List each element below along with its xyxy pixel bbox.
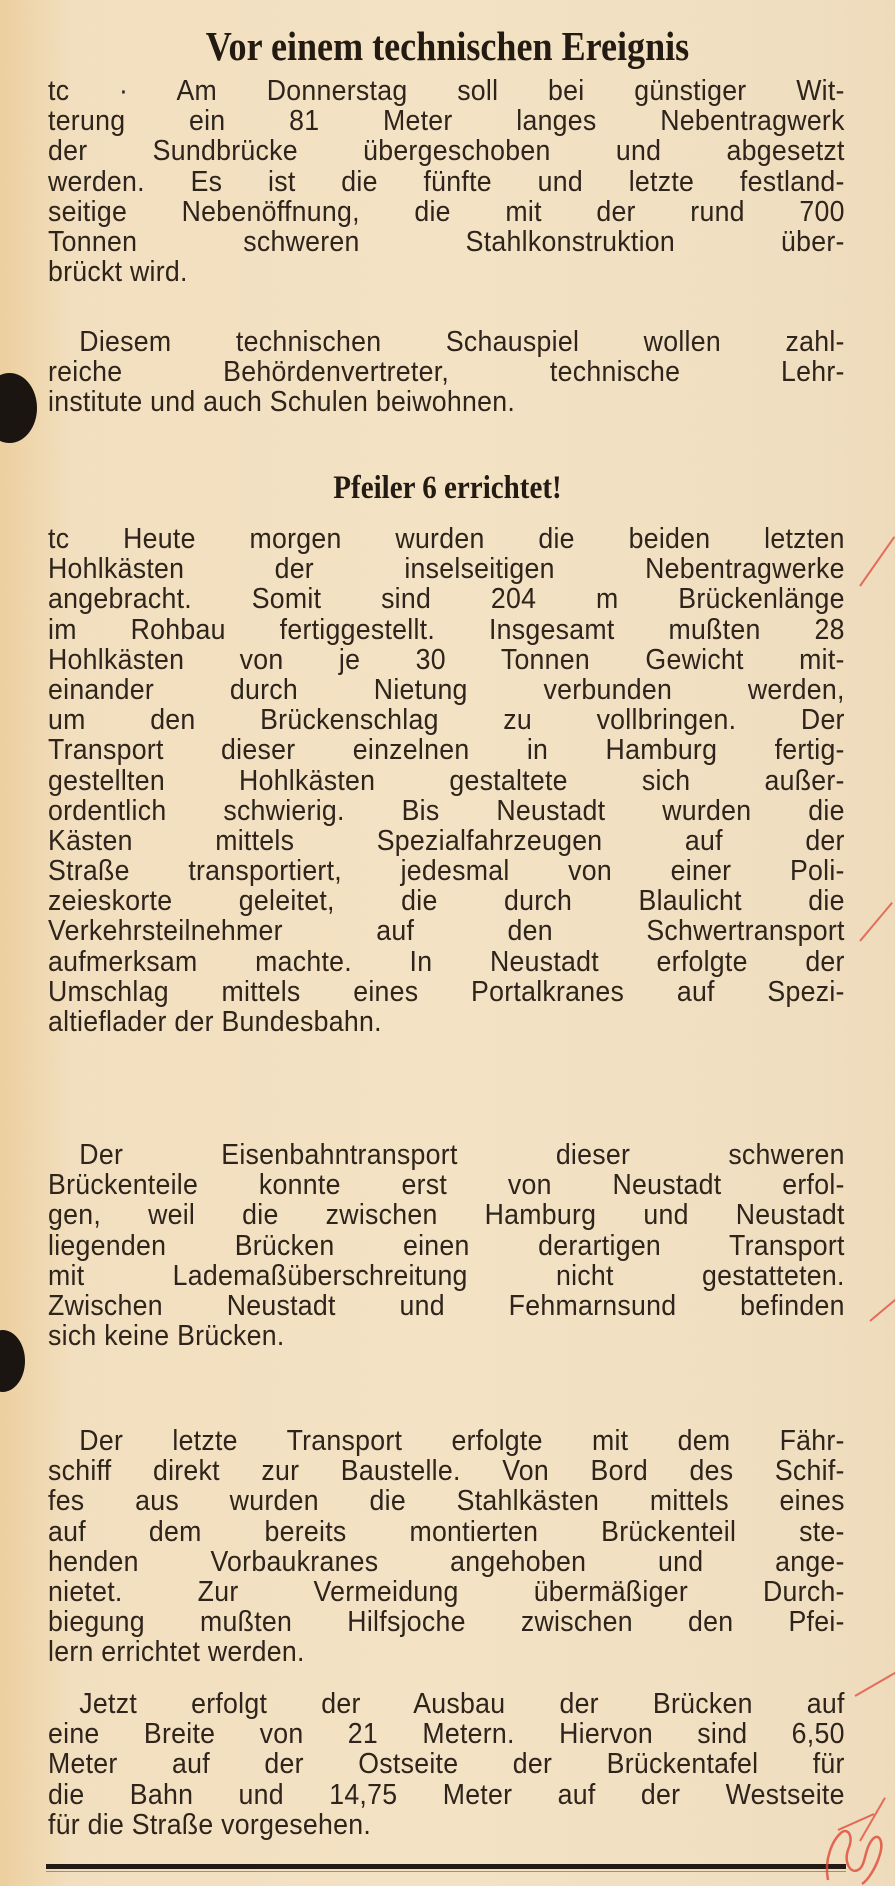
red-pen-mark (859, 902, 893, 942)
text-line: biegung mußten Hilfsjoche zwischen den Pfei- (48, 1606, 845, 1639)
text-line: Der Eisenbahntransport dieser schweren (79, 1139, 845, 1171)
red-pen-mark (869, 1295, 895, 1322)
text-line: Verkehrsteilnehmer auf den Schwertransport (48, 915, 845, 948)
text-line: mit Lademaßüberschreitung nicht gestatteten. (48, 1259, 845, 1292)
punch-hole (0, 1330, 25, 1392)
text-line: brückt wird. (48, 256, 188, 289)
article-2-paragraph-4 (48, 1689, 845, 1840)
text-line: tc Heute morgen wurden die beiden letzten (48, 523, 845, 555)
text-line: Hohlkästen von je 30 Tonnen Gewicht mit- (48, 643, 845, 676)
text-line: schiff direkt zur Baustelle. Von Bord des Schif- (48, 1455, 845, 1488)
article-1-paragraph-1 (48, 76, 845, 287)
text-line: gen, weil die zwischen Hamburg und Neustadt (48, 1199, 845, 1232)
text-line: Umschlag mittels eines Portalkranes auf Spezi- (48, 975, 845, 1008)
end-rule (46, 1864, 846, 1869)
text-line: werden. Es ist die fünfte und letzte festland- (48, 165, 845, 198)
text-line: reiche Behördenvertreter, technische Lehr- (48, 356, 845, 389)
text-line: Zwischen Neustadt und Fehmarnsund befinden (48, 1289, 845, 1322)
text-line: nietet. Zur Vermeidung übermäßiger Durch- (48, 1575, 845, 1608)
text-line: henden Vorbaukranes angehoben und ange- (48, 1545, 845, 1578)
text-line: der Sundbrücke übergeschoben und abgesetzt (48, 135, 845, 168)
text-line: gestellten Hohlkästen gestaltete sich außer- (48, 764, 845, 797)
end-rule-shadow (46, 1871, 846, 1872)
text-line: Der letzte Transport erfolgte mit dem Fähr- (79, 1425, 845, 1457)
text-line: terung ein 81 Meter langes Nebentragwerk (48, 105, 845, 138)
text-line: sich keine Brücken. (48, 1320, 285, 1353)
article-2-paragraph-3 (48, 1426, 845, 1668)
text-line: seitige Nebenöffnung, die mit der rund 700 (48, 195, 845, 228)
text-line: angebracht. Somit sind 204 m Brückenlänge (48, 583, 845, 616)
text-line: Brückenteile konnte erst von Neustadt erfol- (48, 1169, 845, 1202)
text-line: eine Breite von 21 Metern. Hiervon sind 6,50 (48, 1718, 845, 1751)
article-2-paragraph-1 (48, 524, 845, 1037)
text-line: ordentlich schwierig. Bis Neustadt wurden die (48, 794, 845, 827)
text-line: Straße transportiert, jedesmal von einer Poli- (48, 855, 845, 888)
text-line: auf dem bereits montierten Brückenteil ste- (48, 1515, 845, 1548)
text-line: die Bahn und 14,75 Meter auf der Westseite (48, 1778, 845, 1811)
text-line: im Rohbau fertiggestellt. Insgesamt mußten 28 (48, 613, 845, 646)
text-line: altieflader der Bundesbahn. (48, 1006, 382, 1038)
text-line: fes aus wurden die Stahlkästen mittels eines (48, 1485, 845, 1518)
text-line: Tonnen schweren Stahlkonstruktion über- (48, 225, 845, 258)
text-line: um den Brückenschlag zu vollbringen. Der (48, 704, 845, 737)
red-pen-mark (855, 1665, 895, 1697)
punch-hole (0, 373, 37, 443)
article-1-paragraph-2 (48, 327, 845, 418)
text-line: Meter auf der Ostseite der Brückentafel für (48, 1748, 845, 1781)
headline-article-1: Vor einem technischen Ereignis (205, 23, 690, 69)
text-line: für die Straße vorgesehen. (48, 1808, 372, 1841)
red-pen-scribble-icon (818, 1810, 888, 1886)
text-line: Hohlkästen der inselseitigen Nebentragwerke (48, 553, 845, 586)
text-line: Diesem technischen Schauspiel wollen zahl- (79, 326, 845, 358)
headline-article-2: Pfeiler 6 errichtet! (333, 470, 562, 506)
text-line: Kästen mittels Spezialfahrzeugen auf der (48, 824, 845, 857)
text-line: liegenden Brücken einen derartigen Transport (48, 1229, 845, 1262)
article-2-paragraph-2 (48, 1140, 845, 1351)
text-line: lern errichtet werden. (48, 1636, 305, 1669)
text-line: institute und auch Schulen beiwohnen. (48, 386, 516, 419)
text-line: einander durch Nietung verbunden werden, (48, 673, 845, 706)
text-line: Jetzt erfolgt der Ausbau der Brücken auf (79, 1688, 845, 1720)
text-line: aufmerksam machte. In Neustadt erfolgte der (48, 945, 845, 978)
red-pen-mark (859, 536, 895, 586)
text-line: Transport dieser einzelnen in Hamburg fertig- (48, 734, 845, 767)
text-line: zeieskorte geleitet, die durch Blaulicht die (48, 885, 845, 918)
text-line: tc · Am Donnerstag soll bei günstiger Wit- (48, 75, 845, 107)
